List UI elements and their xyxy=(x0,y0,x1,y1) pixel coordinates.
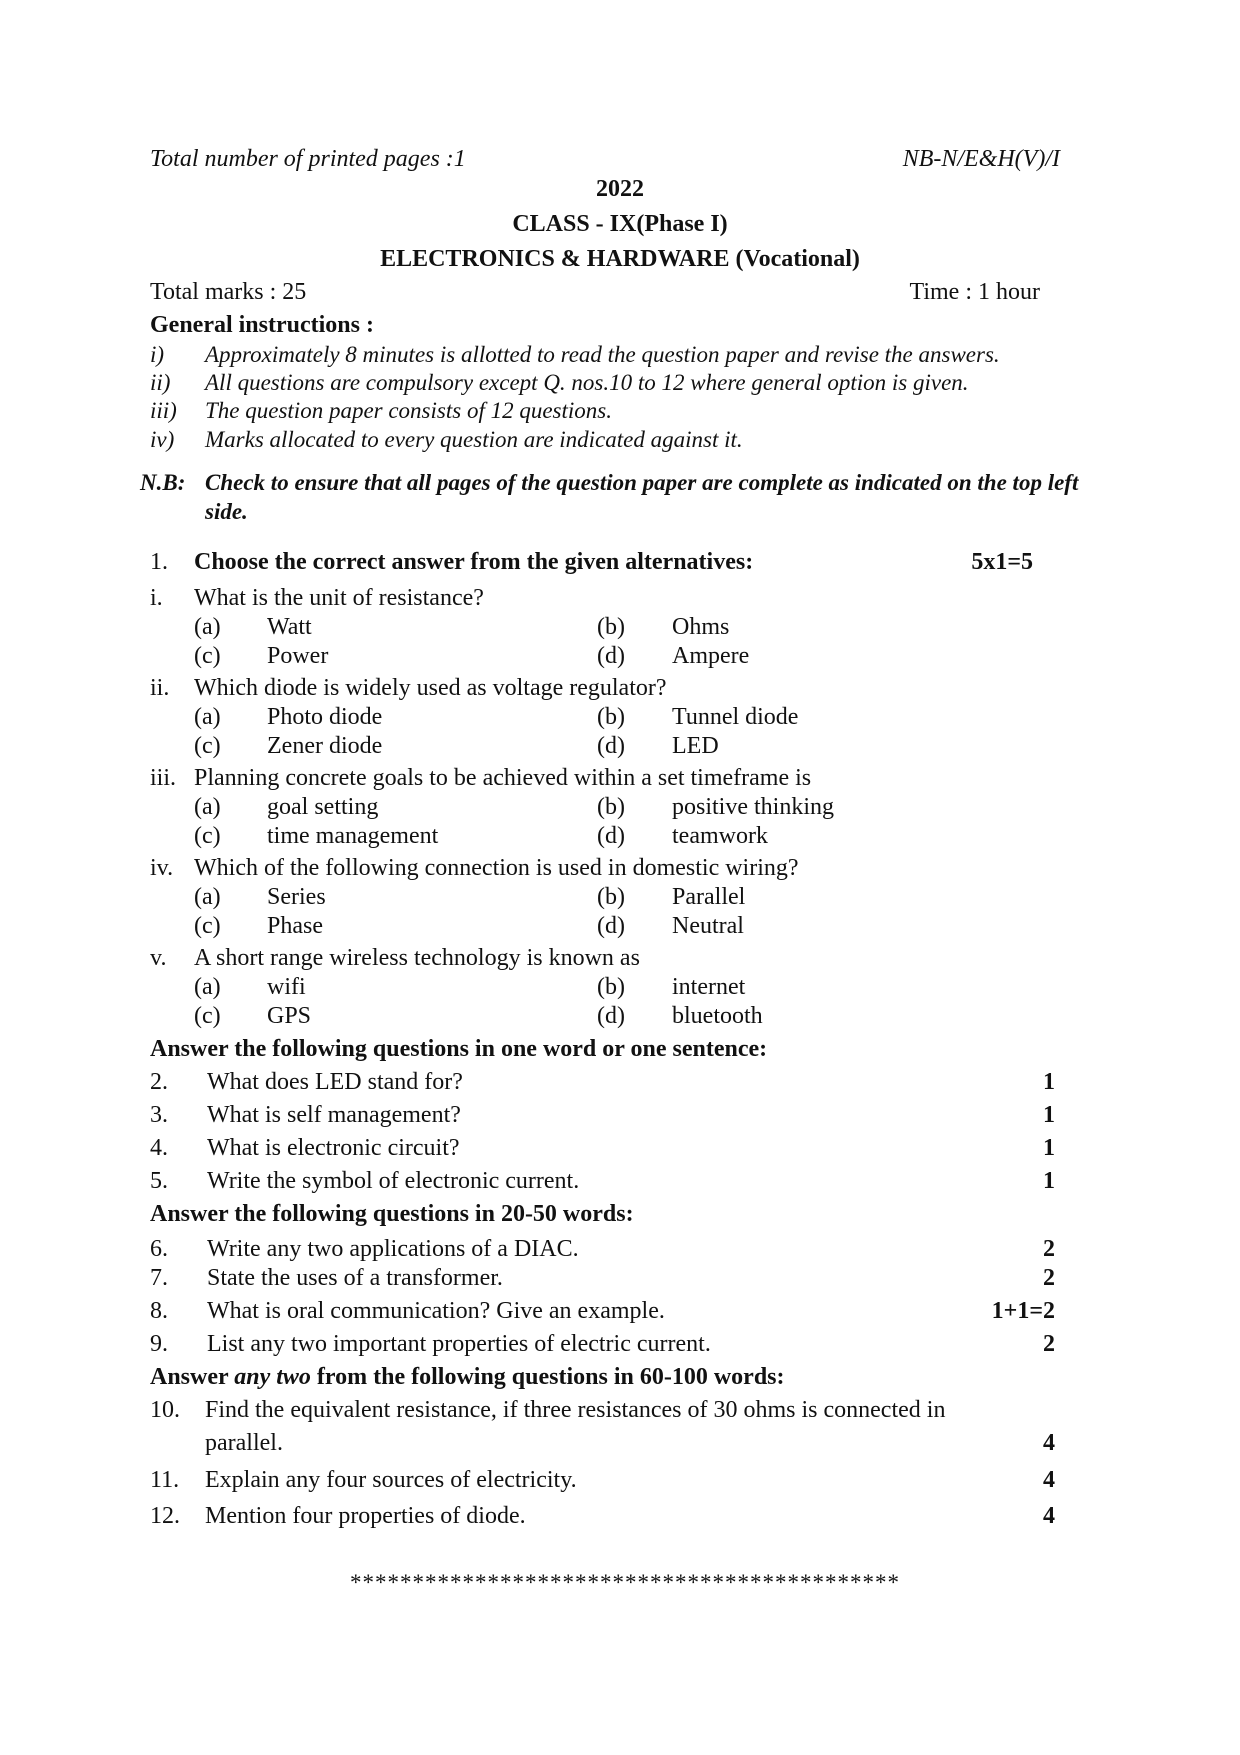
end-of-paper-stars: ******************************************** xyxy=(350,1570,900,1595)
option-label: (b) xyxy=(597,704,625,730)
option-text: Series xyxy=(267,884,326,910)
sub-question-text: Which diode is widely used as voltage regulator? xyxy=(194,675,667,701)
question-number: 12. xyxy=(150,1503,180,1529)
paper-code: NB-N/E&H(V)/I xyxy=(902,146,1060,172)
question-marks: 2 xyxy=(1043,1265,1055,1291)
exam-year: 2022 xyxy=(596,176,644,202)
question-marks: 1 xyxy=(1043,1102,1055,1128)
sub-question-text: Planning concrete goals to be achieved within a set timeframe is xyxy=(194,765,812,791)
instruction-number: iii) xyxy=(150,398,177,423)
question-text: What is self management? xyxy=(207,1102,461,1128)
option-text: Power xyxy=(267,643,329,669)
question-text: Mention four properties of diode. xyxy=(205,1503,526,1529)
subject-title: ELECTRONICS & HARDWARE (Vocational) xyxy=(380,246,860,272)
nb-text-continued: side. xyxy=(205,499,248,524)
question-marks: 1 xyxy=(1043,1135,1055,1161)
option-text: GPS xyxy=(267,1003,312,1029)
question-number: 11. xyxy=(150,1467,180,1493)
option-text: Zener diode xyxy=(267,733,383,759)
option-text: Photo diode xyxy=(267,704,383,730)
option-label: (c) xyxy=(194,733,221,759)
question-text: Explain any four sources of electricity. xyxy=(205,1467,577,1493)
question-marks: 5x1=5 xyxy=(971,549,1033,575)
option-text: wifi xyxy=(267,974,306,1000)
question-text: Choose the correct answer from the given alternatives: xyxy=(194,549,754,575)
option-label: (c) xyxy=(194,643,221,669)
section-heading-start: Answer xyxy=(150,1364,235,1390)
question-marks: 1+1=2 xyxy=(991,1298,1055,1324)
option-label: (d) xyxy=(597,733,625,759)
sub-question-number: iii. xyxy=(150,765,177,791)
option-label: (b) xyxy=(597,884,625,910)
question-number: 10. xyxy=(150,1397,180,1423)
question-marks: 1 xyxy=(1043,1168,1055,1194)
instruction-number: iv) xyxy=(150,427,175,452)
question-text: Write any two applications of a DIAC. xyxy=(207,1236,579,1262)
option-label: (b) xyxy=(597,794,625,820)
question-marks: 2 xyxy=(1043,1331,1055,1357)
question-text: List any two important properties of electric current. xyxy=(207,1331,711,1357)
option-text: teamwork xyxy=(672,823,768,849)
question-marks: 4 xyxy=(1043,1467,1055,1493)
section-heading-emphasis: any two xyxy=(234,1364,311,1390)
sub-question-number: i. xyxy=(150,585,163,611)
section-heading: Answer the following questions in one word or one sentence: xyxy=(150,1036,768,1062)
question-number: 9. xyxy=(150,1331,168,1357)
option-text: Tunnel diode xyxy=(672,704,799,730)
class-title: CLASS - IX(Phase I) xyxy=(512,211,728,237)
nb-label: N.B: xyxy=(140,470,186,495)
sub-question-text: Which of the following connection is used in domestic wiring? xyxy=(194,855,799,881)
option-label: (a) xyxy=(194,884,221,910)
option-label: (a) xyxy=(194,614,221,640)
option-text: positive thinking xyxy=(672,794,834,820)
option-label: (c) xyxy=(194,913,221,939)
instruction-text: Approximately 8 minutes is allotted to read the question paper and revise the answers. xyxy=(205,342,1000,367)
option-label: (d) xyxy=(597,1003,625,1029)
time-allowed: Time : 1 hour xyxy=(909,279,1040,305)
instruction-number: ii) xyxy=(150,370,171,395)
option-text: Ohms xyxy=(672,614,730,640)
question-text: What does LED stand for? xyxy=(207,1069,463,1095)
section-heading-end: from the following questions in 60-100 words: xyxy=(310,1364,785,1390)
section-heading xyxy=(150,1364,785,1391)
question-marks: 1 xyxy=(1043,1069,1055,1095)
question-text: State the uses of a transformer. xyxy=(207,1265,503,1291)
nb-text: Check to ensure that all pages of the question paper are complete as indicated on the top left xyxy=(205,470,1079,495)
instruction-text: The question paper consists of 12 questions. xyxy=(205,398,612,423)
total-marks: Total marks : 25 xyxy=(150,279,307,305)
option-label: (b) xyxy=(597,974,625,1000)
option-text: bluetooth xyxy=(672,1003,763,1029)
option-text: time management xyxy=(267,823,439,849)
option-text: Watt xyxy=(267,614,312,640)
option-text: Parallel xyxy=(672,884,746,910)
option-label: (a) xyxy=(194,704,221,730)
instructions-heading: General instructions : xyxy=(150,312,374,338)
option-text: goal setting xyxy=(267,794,379,820)
option-text: LED xyxy=(672,733,719,759)
question-text: Find the equivalent resistance, if three resistances of 30 ohms is connected in xyxy=(205,1397,946,1423)
instruction-number: i) xyxy=(150,342,165,367)
question-number: 8. xyxy=(150,1298,168,1324)
question-number: 5. xyxy=(150,1168,168,1194)
option-label: (a) xyxy=(194,974,221,1000)
option-label: (d) xyxy=(597,913,625,939)
option-text: Ampere xyxy=(672,643,750,669)
option-text: internet xyxy=(672,974,746,1000)
question-marks: 2 xyxy=(1043,1236,1055,1262)
option-label: (c) xyxy=(194,1003,221,1029)
instruction-text: Marks allocated to every question are indicated against it. xyxy=(205,427,743,452)
question-text: What is electronic circuit? xyxy=(207,1135,460,1161)
sub-question-number: iv. xyxy=(150,855,174,881)
section-heading: Answer the following questions in 20-50 words: xyxy=(150,1201,634,1227)
question-number: 7. xyxy=(150,1265,168,1291)
option-label: (c) xyxy=(194,823,221,849)
question-text-continued: parallel. xyxy=(205,1430,283,1456)
question-text: Write the symbol of electronic current. xyxy=(207,1168,580,1194)
question-marks: 4 xyxy=(1043,1503,1055,1529)
option-label: (a) xyxy=(194,794,221,820)
question-number: 6. xyxy=(150,1236,168,1262)
question-text: What is oral communication? Give an example. xyxy=(207,1298,665,1324)
question-number: 1. xyxy=(150,549,168,575)
instruction-text: All questions are compulsory except Q. nos.10 to 12 where general option is given. xyxy=(205,370,969,395)
question-marks: 4 xyxy=(1043,1430,1055,1456)
option-text: Phase xyxy=(267,913,323,939)
sub-question-number: ii. xyxy=(150,675,170,701)
option-label: (d) xyxy=(597,643,625,669)
sub-question-text: What is the unit of resistance? xyxy=(194,585,484,611)
question-number: 4. xyxy=(150,1135,168,1161)
option-label: (b) xyxy=(597,614,625,640)
option-label: (d) xyxy=(597,823,625,849)
sub-question-number: v. xyxy=(150,945,167,971)
sub-question-text: A short range wireless technology is known as xyxy=(194,945,640,971)
question-number: 3. xyxy=(150,1102,168,1128)
question-number: 2. xyxy=(150,1069,168,1095)
option-text: Neutral xyxy=(672,913,744,939)
printed-pages-note: Total number of printed pages :1 xyxy=(150,146,466,172)
